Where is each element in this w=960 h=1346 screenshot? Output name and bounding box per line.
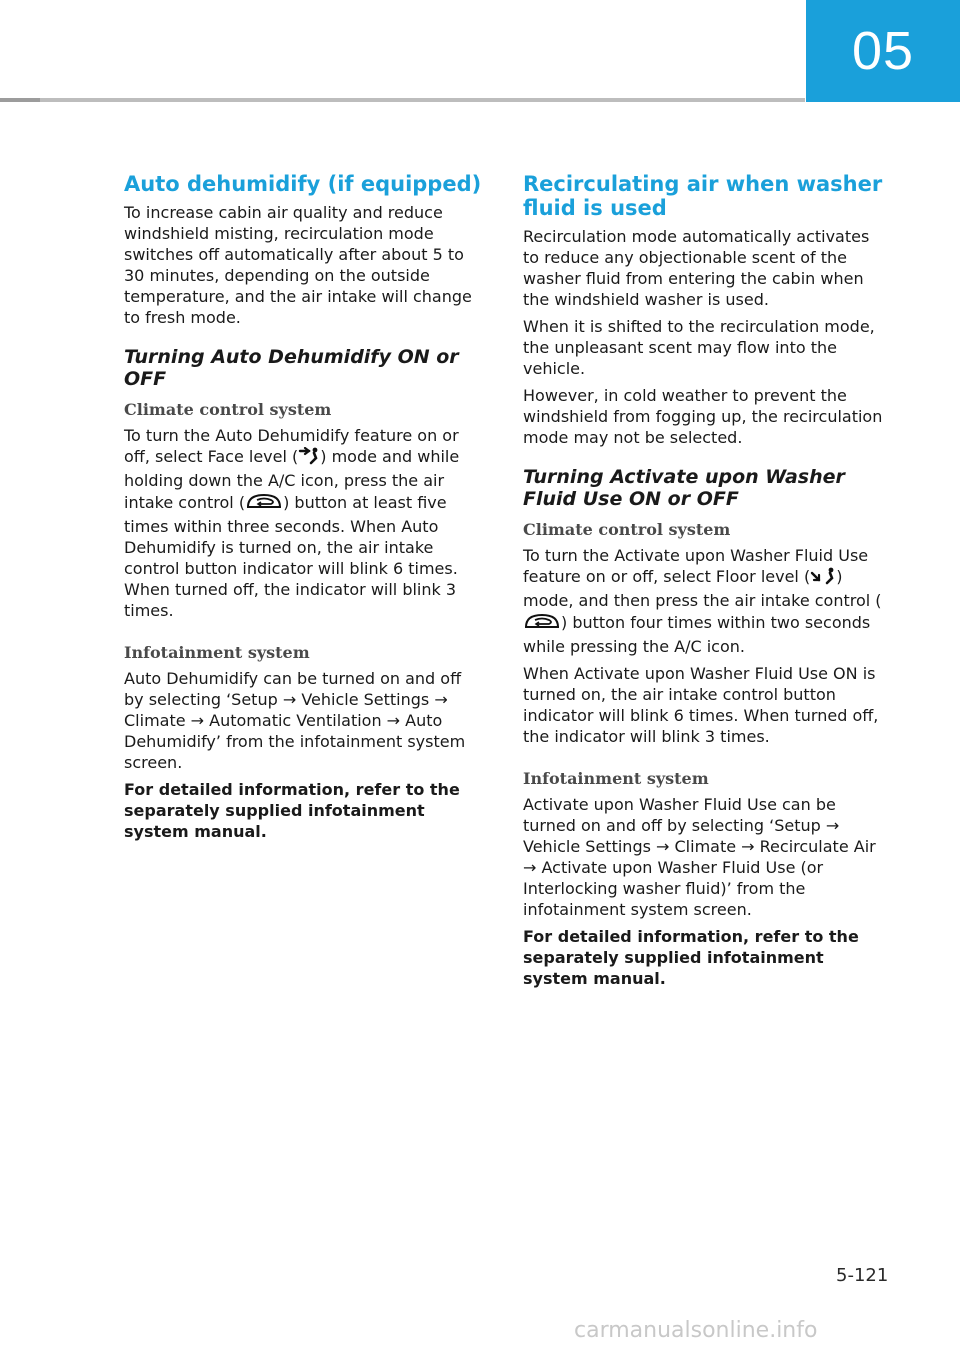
- right-column: [523, 172, 883, 995]
- climate-control-paragraph: To turn the Auto Dehumidify feature on or off, select Face level ( ) mode and while holding down the A/C icon, press the air intake control ( ) button at least five times within three seconds. When Auto Dehumidify is turned on, the air intake control button indicator will blink 6 times. When turned off, the indicator will blink 3 times.: [124, 426, 460, 620]
- header-rule-accent: [0, 98, 40, 102]
- climate-control-paragraph-right: To turn the Activate upon Washer Fluid Use feature on or off, select Floor level ( ) mode, and then press the air intake control () button four times within two seconds while pressing the A/C icon.: [523, 546, 882, 656]
- header-rule: [0, 98, 805, 102]
- recirculating-paragraph-2: When it is shifted to the recirculation mode, the unpleasant scent may flow into the vehicle.: [523, 317, 875, 378]
- climate-control-heading-right: Climate control system: [523, 520, 731, 539]
- infotainment-paragraph-right: Activate upon Washer Fluid Use can be turned on and off by selecting ‘Setup → Vehicle Settings → Climate → Recirculate Air → Activate upon Washer Fluid Use (or Interlocking washer fluid)’ from the infotainment system screen.: [523, 795, 876, 919]
- infotainment-paragraph: Auto Dehumidify can be turned on and off by selecting ‘Setup → Vehicle Settings → Climate → Automatic Ventilation → Auto Dehumidify’ from the infotainment system screen.: [124, 669, 466, 772]
- face-level-icon: [298, 447, 320, 470]
- climate-control-paragraph-right-2: When Activate upon Washer Fluid Use ON is turned on, the air intake control button indicator will blink 6 times. When turned off, the indicator will blink 3 times.: [523, 664, 879, 746]
- climate-control-heading: Climate control system: [124, 400, 332, 419]
- recirculating-paragraph-1: Recirculation mode automatically activates to reduce any objectionable scent of the washer fluid from entering the cabin when the windshield washer is used.: [523, 227, 870, 309]
- watermark: carmanualsonline.info: [574, 1318, 818, 1343]
- section-title-auto-dehumidify: Auto dehumidify (if equipped): [124, 172, 482, 196]
- subhead-auto-dehumidify: Turning Auto Dehumidify ON or OFF: [124, 346, 459, 390]
- infotainment-heading: Infotainment system: [124, 643, 310, 662]
- recirculating-paragraph-3: However, in cold weather to prevent the windshield from fogging up, the recirculation mode may not be selected.: [523, 386, 883, 447]
- left-column: [124, 172, 484, 848]
- section-title-recirculating-air: Recirculating air when washer fluid is used: [523, 172, 883, 220]
- infotainment-heading-right: Infotainment system: [523, 769, 709, 788]
- air-intake-icon: [245, 491, 283, 516]
- auto-dehumidify-intro: To increase cabin air quality and reduce windshield misting, recirculation mode switches off automatically after about 5 to 30 minutes, depending on the outside temperature, and the air intake will change to fresh mode.: [124, 203, 472, 327]
- floor-level-icon: [810, 567, 836, 590]
- infotainment-note-right: For detailed information, refer to the separately supplied infotainment system manual.: [523, 927, 859, 988]
- infotainment-note: For detailed information, refer to the separately supplied infotainment system manual.: [124, 780, 460, 841]
- subhead-washer-fluid: Turning Activate upon Washer Fluid Use ON or OFF: [523, 466, 845, 510]
- air-intake-icon: [523, 611, 561, 636]
- chapter-tab: 05: [806, 0, 960, 102]
- page-number: 5-121: [836, 1265, 889, 1286]
